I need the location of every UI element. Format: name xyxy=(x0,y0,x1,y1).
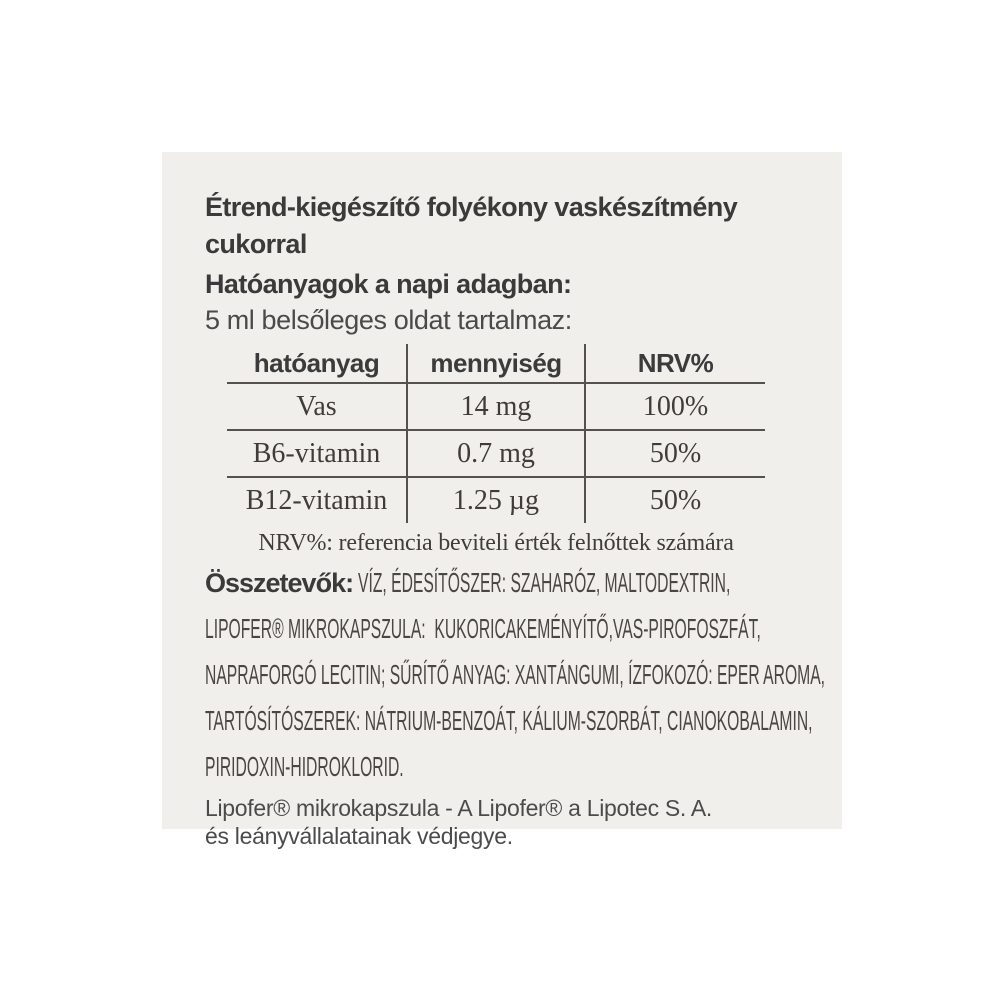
ingredients-text: NAPRAFORGÓ LECITIN; SŰRÍTŐ ANYAG: XANTÁNGUMI, ÍZFOKOZÓ: EPER AROMA, xyxy=(205,659,826,690)
trademark-line-2: és leányvállalatainak védjegye. xyxy=(205,823,513,849)
trademark-note xyxy=(205,794,824,850)
ingredients-line xyxy=(205,654,824,700)
ingredients-line xyxy=(205,608,824,654)
cell-name: Vas xyxy=(227,383,407,430)
cell-nrv: 100% xyxy=(585,383,765,430)
column-header-nrv: NRV% xyxy=(585,344,765,383)
cell-nrv: 50% xyxy=(585,430,765,477)
table-row xyxy=(227,430,765,477)
product-title-line-2: cukorral xyxy=(205,229,307,259)
nrv-footnote: NRV%: referencia beviteli érték felnőttek számára xyxy=(258,530,734,556)
table-row xyxy=(227,383,765,430)
cell-amount: 14 mg xyxy=(407,383,585,430)
column-header-amount: mennyiség xyxy=(407,344,585,383)
cell-name: B6-vitamin xyxy=(227,430,407,477)
table-header-row xyxy=(227,344,765,383)
ingredients-section xyxy=(205,562,824,792)
actives-table xyxy=(227,344,765,523)
cell-nrv: 50% xyxy=(649,484,702,516)
cell-amount: 0.7 mg xyxy=(407,430,585,477)
ingredients-line xyxy=(205,562,824,608)
trademark-line-1: Lipofer® mikrokapszula - A Lipofer® a Lipotec S. A. xyxy=(205,795,712,821)
ingredients-text: VÍZ, ÉDESÍTŐSZER: SZAHARÓZ, MALTODEXTRIN, xyxy=(357,567,730,598)
cell-name: B12-vitamin xyxy=(227,477,407,523)
table-row xyxy=(227,477,765,523)
column-header-ingredient: hatóanyag xyxy=(227,344,407,383)
dose-line: 5 ml belsőleges oldat tartalmaz: xyxy=(205,305,572,335)
product-title xyxy=(205,189,824,263)
actives-heading: Hatóanyagok a napi adagban: xyxy=(205,269,572,299)
ingredients-text: LIPOFER® MIKROKAPSZULA: KUKORICAKEMÉNYÍTŐ,VAS-PIROFOSZFÁT, xyxy=(205,613,761,644)
supplement-label-card xyxy=(162,152,842,849)
ingredients-line xyxy=(205,746,824,792)
ingredients-text: PIRIDOXIN-HIDROKLORID. xyxy=(205,751,404,782)
ingredients-text: TARTÓSÍTÓSZEREK: NÁTRIUM-BENZOÁT, KÁLIUM-SZORBÁT, CIANOKOBALAMIN, xyxy=(205,705,813,736)
ingredients-line xyxy=(205,700,824,746)
cell-amount: 1.25 µg xyxy=(407,477,585,523)
product-title-line-1: Étrend-kiegészítő folyékony vaskészítmény xyxy=(205,192,738,222)
ingredients-label: Összetevők: xyxy=(205,568,354,598)
